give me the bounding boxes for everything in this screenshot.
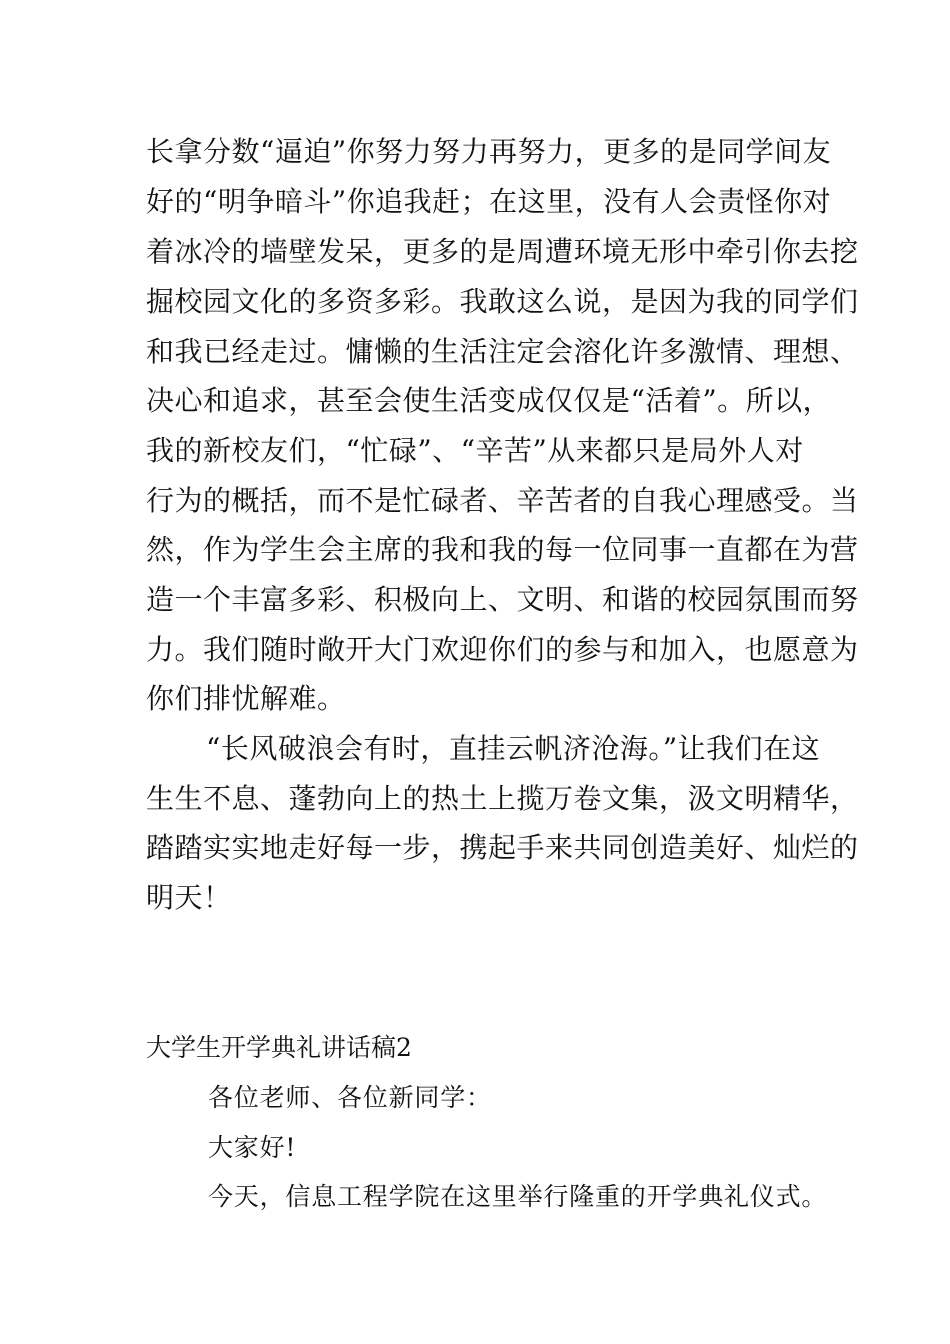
paragraph-line: 和我已经走过。慵懒的生活注定会溶化许多激情、理想、 xyxy=(146,335,859,368)
paragraph-line: 长拿分数“逼迫”你努力努力再努力，更多的是同学间友 xyxy=(146,135,832,168)
paragraph-line: 行为的概括，而不是忙碌者、辛苦者的自我心理感受。当 xyxy=(146,484,859,517)
paragraph-line: “长风破浪会有时，直挂云帆济沧海。”让我们在这 xyxy=(206,732,821,765)
paragraph-line: 然，作为学生会主席的我和我的每一位同事一直都在为营 xyxy=(146,533,859,566)
paragraph-line: 造一个丰富多彩、积极向上、文明、和谐的校园氛围而努 xyxy=(146,583,859,616)
paragraph-line: 生生不息、蓬勃向上的热土上揽万卷文集，汲文明精华， xyxy=(146,782,859,815)
paragraph-line: 决心和追求，甚至会使生活变成仅仅是“活着”。所以， xyxy=(146,384,832,417)
section-title: 大学生开学典礼讲话稿2 xyxy=(146,1033,412,1062)
paragraph-line: 力。我们随时敞开大门欢迎你们的参与和加入，也愿意为 xyxy=(146,633,859,666)
paragraph-line: 好的“明争暗斗”你追我赶；在这里，没有人会责怪你对 xyxy=(146,185,832,218)
paragraph-line: 踏踏实实地走好每一步，携起手来共同创造美好、灿烂的 xyxy=(146,831,859,864)
paragraph-line: 掘校园文化的多资多彩。我敢这么说，是因为我的同学们 xyxy=(146,285,859,318)
greeting-line: 各位老师、各位新同学： xyxy=(208,1083,492,1112)
hello-line: 大家好! xyxy=(208,1133,297,1162)
paragraph-line: 明天！ xyxy=(146,881,232,914)
paragraph-line: 着冰冷的墙壁发呆，更多的是周遭环境无形中牵引你去挖 xyxy=(146,235,859,268)
paragraph-line: 我的新校友们，“忙碌”、“辛苦”从来都只是局外人对 xyxy=(146,434,804,467)
paragraph-line: 你们排忧解难。 xyxy=(146,682,346,715)
opening-line: 今天，信息工程学院在这里举行隆重的开学典礼仪式。 xyxy=(208,1182,828,1211)
